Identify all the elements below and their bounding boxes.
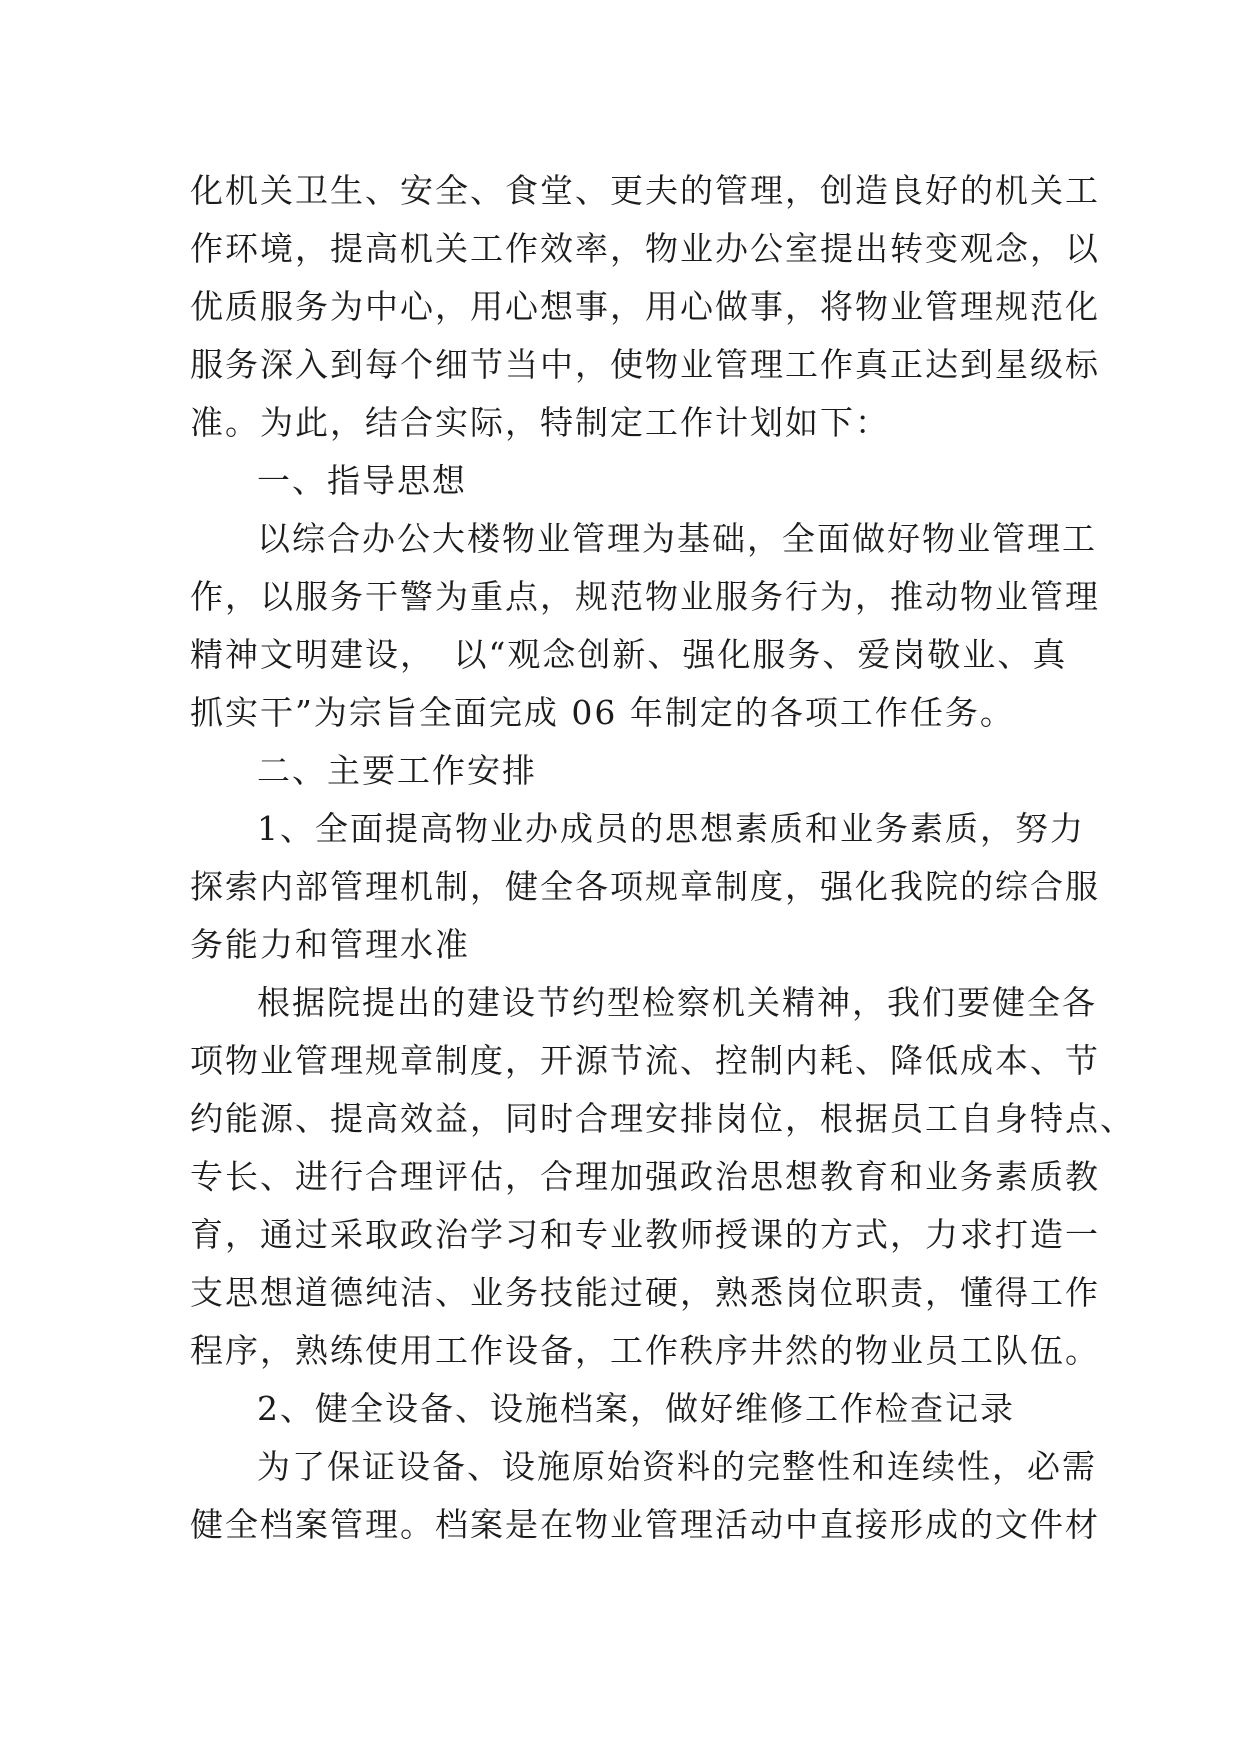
paragraph-line: 程序，熟练使用工作设备，工作秩序井然的物业员工队伍。 (190, 1331, 1100, 1370)
paragraph-line: 育，通过采取政治学习和专业教师授课的方式，力求打造一 (190, 1215, 1100, 1254)
subsection-heading-2: 2、健全设备、设施档案，做好维修工作检查记录 (257, 1389, 1015, 1428)
paragraph-line: 根据院提出的建设节约型检察机关精神，我们要健全各 (257, 983, 1097, 1022)
paragraph-line: 支思想道德纯洁、业务技能过硬，熟悉岗位职责，懂得工作 (190, 1273, 1100, 1312)
document-body (190, 162, 1135, 1554)
paragraph-line: 为了保证设备、设施原始资料的完整性和连续性，必需 (257, 1447, 1097, 1486)
paragraph-line: 准。为此，结合实际，特制定工作计划如下： (190, 403, 890, 442)
paragraph-line: 优质服务为中心，用心想事，用心做事，将物业管理规范化 (190, 287, 1100, 326)
section-heading-2: 二、主要工作安排 (257, 751, 537, 790)
paragraph-line: 专长、进行合理评估，合理加强政治思想教育和业务素质教 (190, 1157, 1100, 1196)
paragraph-line: 健全档案管理。档案是在物业管理活动中直接形成的文件材 (190, 1505, 1100, 1544)
paragraph-line: 以综合办公大楼物业管理为基础，全面做好物业管理工 (257, 519, 1097, 558)
section-heading-1: 一、指导思想 (257, 461, 467, 500)
paragraph-line: 约能源、提高效益，同时合理安排岗位，根据员工自身特点、 (190, 1099, 1135, 1138)
subsection-heading-1: 1、全面提高物业办成员的思想素质和业务素质，努力 (257, 809, 1085, 848)
paragraph-line: 服务深入到每个细节当中，使物业管理工作真正达到星级标 (190, 345, 1100, 384)
paragraph-line: 作环境，提高机关工作效率，物业办公室提出转变观念，以 (190, 229, 1100, 268)
paragraph-line: 探索内部管理机制，健全各项规章制度，强化我院的综合服 (190, 867, 1100, 906)
paragraph-line: 精神文明建设， 以“观念创新、强化服务、爱岗敬业、真 (190, 635, 1068, 674)
paragraph-line: 务能力和管理水准 (190, 925, 470, 964)
paragraph-line: 抓实干”为宗旨全面完成 06 年制定的各项工作任务。 (190, 693, 1015, 732)
paragraph-line: 项物业管理规章制度，开源节流、控制内耗、降低成本、节 (190, 1041, 1100, 1080)
paragraph-line: 化机关卫生、安全、食堂、更夫的管理，创造良好的机关工 (190, 171, 1100, 210)
paragraph-line: 作，以服务干警为重点，规范物业服务行为，推动物业管理 (190, 577, 1100, 616)
